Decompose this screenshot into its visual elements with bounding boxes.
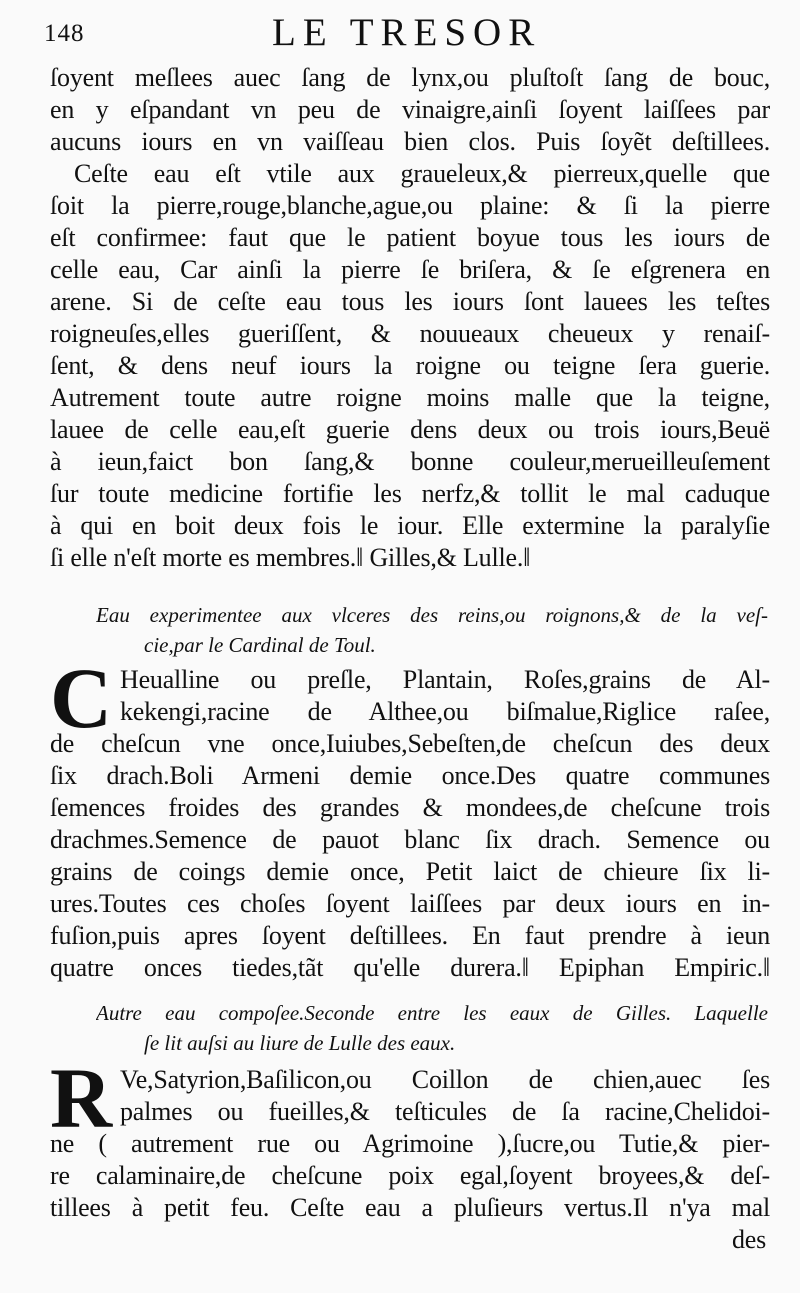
caption-line: Autre eau compoſee.Seconde entre les eaux de Gilles. Laquelle — [96, 1001, 768, 1025]
text-line: arene. Si de ceſte eau tous les iours ſont lauees les teſtes — [50, 287, 770, 316]
text-line: ſemences froides des grandes & mondees,de cheſcune trois — [50, 793, 770, 822]
text-line: à qui en boit deux fois le iour. Elle extermine la paralyſie — [50, 511, 770, 540]
text-line: ures.Toutes ces choſes ſoyent laiſſees par deux iours en in- — [50, 889, 770, 918]
running-title: LE TRESOR — [272, 11, 542, 54]
text-line: ſoyent meſlees auec ſang de lynx,ou pluſtoſt ſang de bouc, — [50, 63, 770, 92]
paragraph-3 — [50, 1050, 770, 1256]
caption-line: ſe lit auſsi au liure de Lulle des eaux. — [144, 1031, 456, 1055]
text-line: Ceſte eau eſt vtile aux graueleux,& pierreux,quelle que — [74, 159, 770, 188]
text-line: ne ( autrement rue ou Agrimoine ),ſucre,ou Tutie,& pier- — [50, 1129, 770, 1158]
text-line: grains de coings demie once, Petit laict de chieure ſix li- — [50, 857, 770, 886]
text-line: ſent, & dens neuf iours la roigne ou teigne ſera guerie. — [50, 351, 770, 380]
drop-cap-initial: C — [50, 650, 113, 746]
page-number: 148 — [44, 20, 85, 47]
section-caption-2 — [96, 998, 768, 1058]
text-line: drachmes.Semence de pauot blanc ſix drach. Semence ou — [50, 825, 770, 854]
section-caption-1 — [96, 600, 768, 660]
text-line: à ieun,faict bon ſang,& bonne couleur,merueilleuſement — [50, 447, 770, 476]
paragraph-lines — [50, 1050, 770, 1256]
text-line: kekengi,racine de Althee,ou biſmalue,Riglice raſee, — [120, 697, 770, 726]
text-line: palmes ou fueilles,& teſticules de ſa racine,Chelidoi- — [120, 1097, 770, 1126]
text-line: aucuns iours en vn vaiſſeau bien clos. Puis ſoyẽt deſtillees. — [50, 127, 770, 156]
text-line: Autrement toute autre roigne moins malle que la teigne, — [50, 383, 770, 412]
text-line: tillees à petit feu. Ceſte eau a pluſieurs vertus.Il n'ya mal — [50, 1193, 770, 1222]
text-line: ſi elle n'eſt morte es membres.‖ Gilles,& Lulle.‖ — [50, 543, 531, 572]
text-line: ſix drach.Boli Armeni demie once.Des quatre communes — [50, 761, 770, 790]
paragraph-lines — [50, 650, 770, 984]
text-line: quatre onces tiedes,tãt qu'elle durera.‖ Epiphan Empiric.‖ — [50, 953, 770, 982]
drop-cap-initial: R — [50, 1050, 113, 1146]
text-block-1 — [50, 62, 770, 574]
text-line: roigneuſes,elles gueriſſent, & nouueaux cheueux y renaiſ- — [50, 319, 770, 348]
page-header — [44, 10, 784, 56]
text-line: Heualline ou preſle, Plantain, Roſes,grains de Al- — [120, 665, 770, 694]
caption-line: cie,par le Cardinal de Toul. — [144, 633, 376, 657]
text-line: ſoit la pierre,rouge,blanche,ague,ou plaine: & ſi la pierre — [50, 191, 770, 220]
paragraph-2 — [50, 650, 770, 984]
text-line: en y eſpandant vn peu de vinaigre,ainſi ſoyent laiſſees par — [50, 95, 770, 124]
text-line: celle eau, Car ainſi la pierre ſe briſera, & ſe eſgrenera en — [50, 255, 770, 284]
text-line: de cheſcun vne once,Iuiubes,Sebeſten,de cheſcun des deux — [50, 729, 770, 758]
text-line: fuſion,puis apres ſoyent deſtillees. En faut prendre à ieun — [50, 921, 770, 950]
text-line: re calaminaire,de cheſcune poix egal,ſoyent broyees,& deſ- — [50, 1161, 770, 1190]
text-line: eſt confirmee: faut que le patient boyue tous les iours de — [50, 223, 770, 252]
text-line: lauee de celle eau,eſt guerie dens deux ou trois iours,Beuë — [50, 415, 770, 444]
text-line: ſur toute medicine fortifie les nerfz,& tollit le mal caduque — [50, 479, 770, 508]
caption-line: Eau experimentee aux vlceres des reins,ou roignons,& de la veſ- — [96, 603, 768, 627]
text-line: Ve,Satyrion,Baſilicon,ou Coillon de chien,auec ſes — [120, 1065, 770, 1094]
catchword: des — [731, 1225, 766, 1254]
